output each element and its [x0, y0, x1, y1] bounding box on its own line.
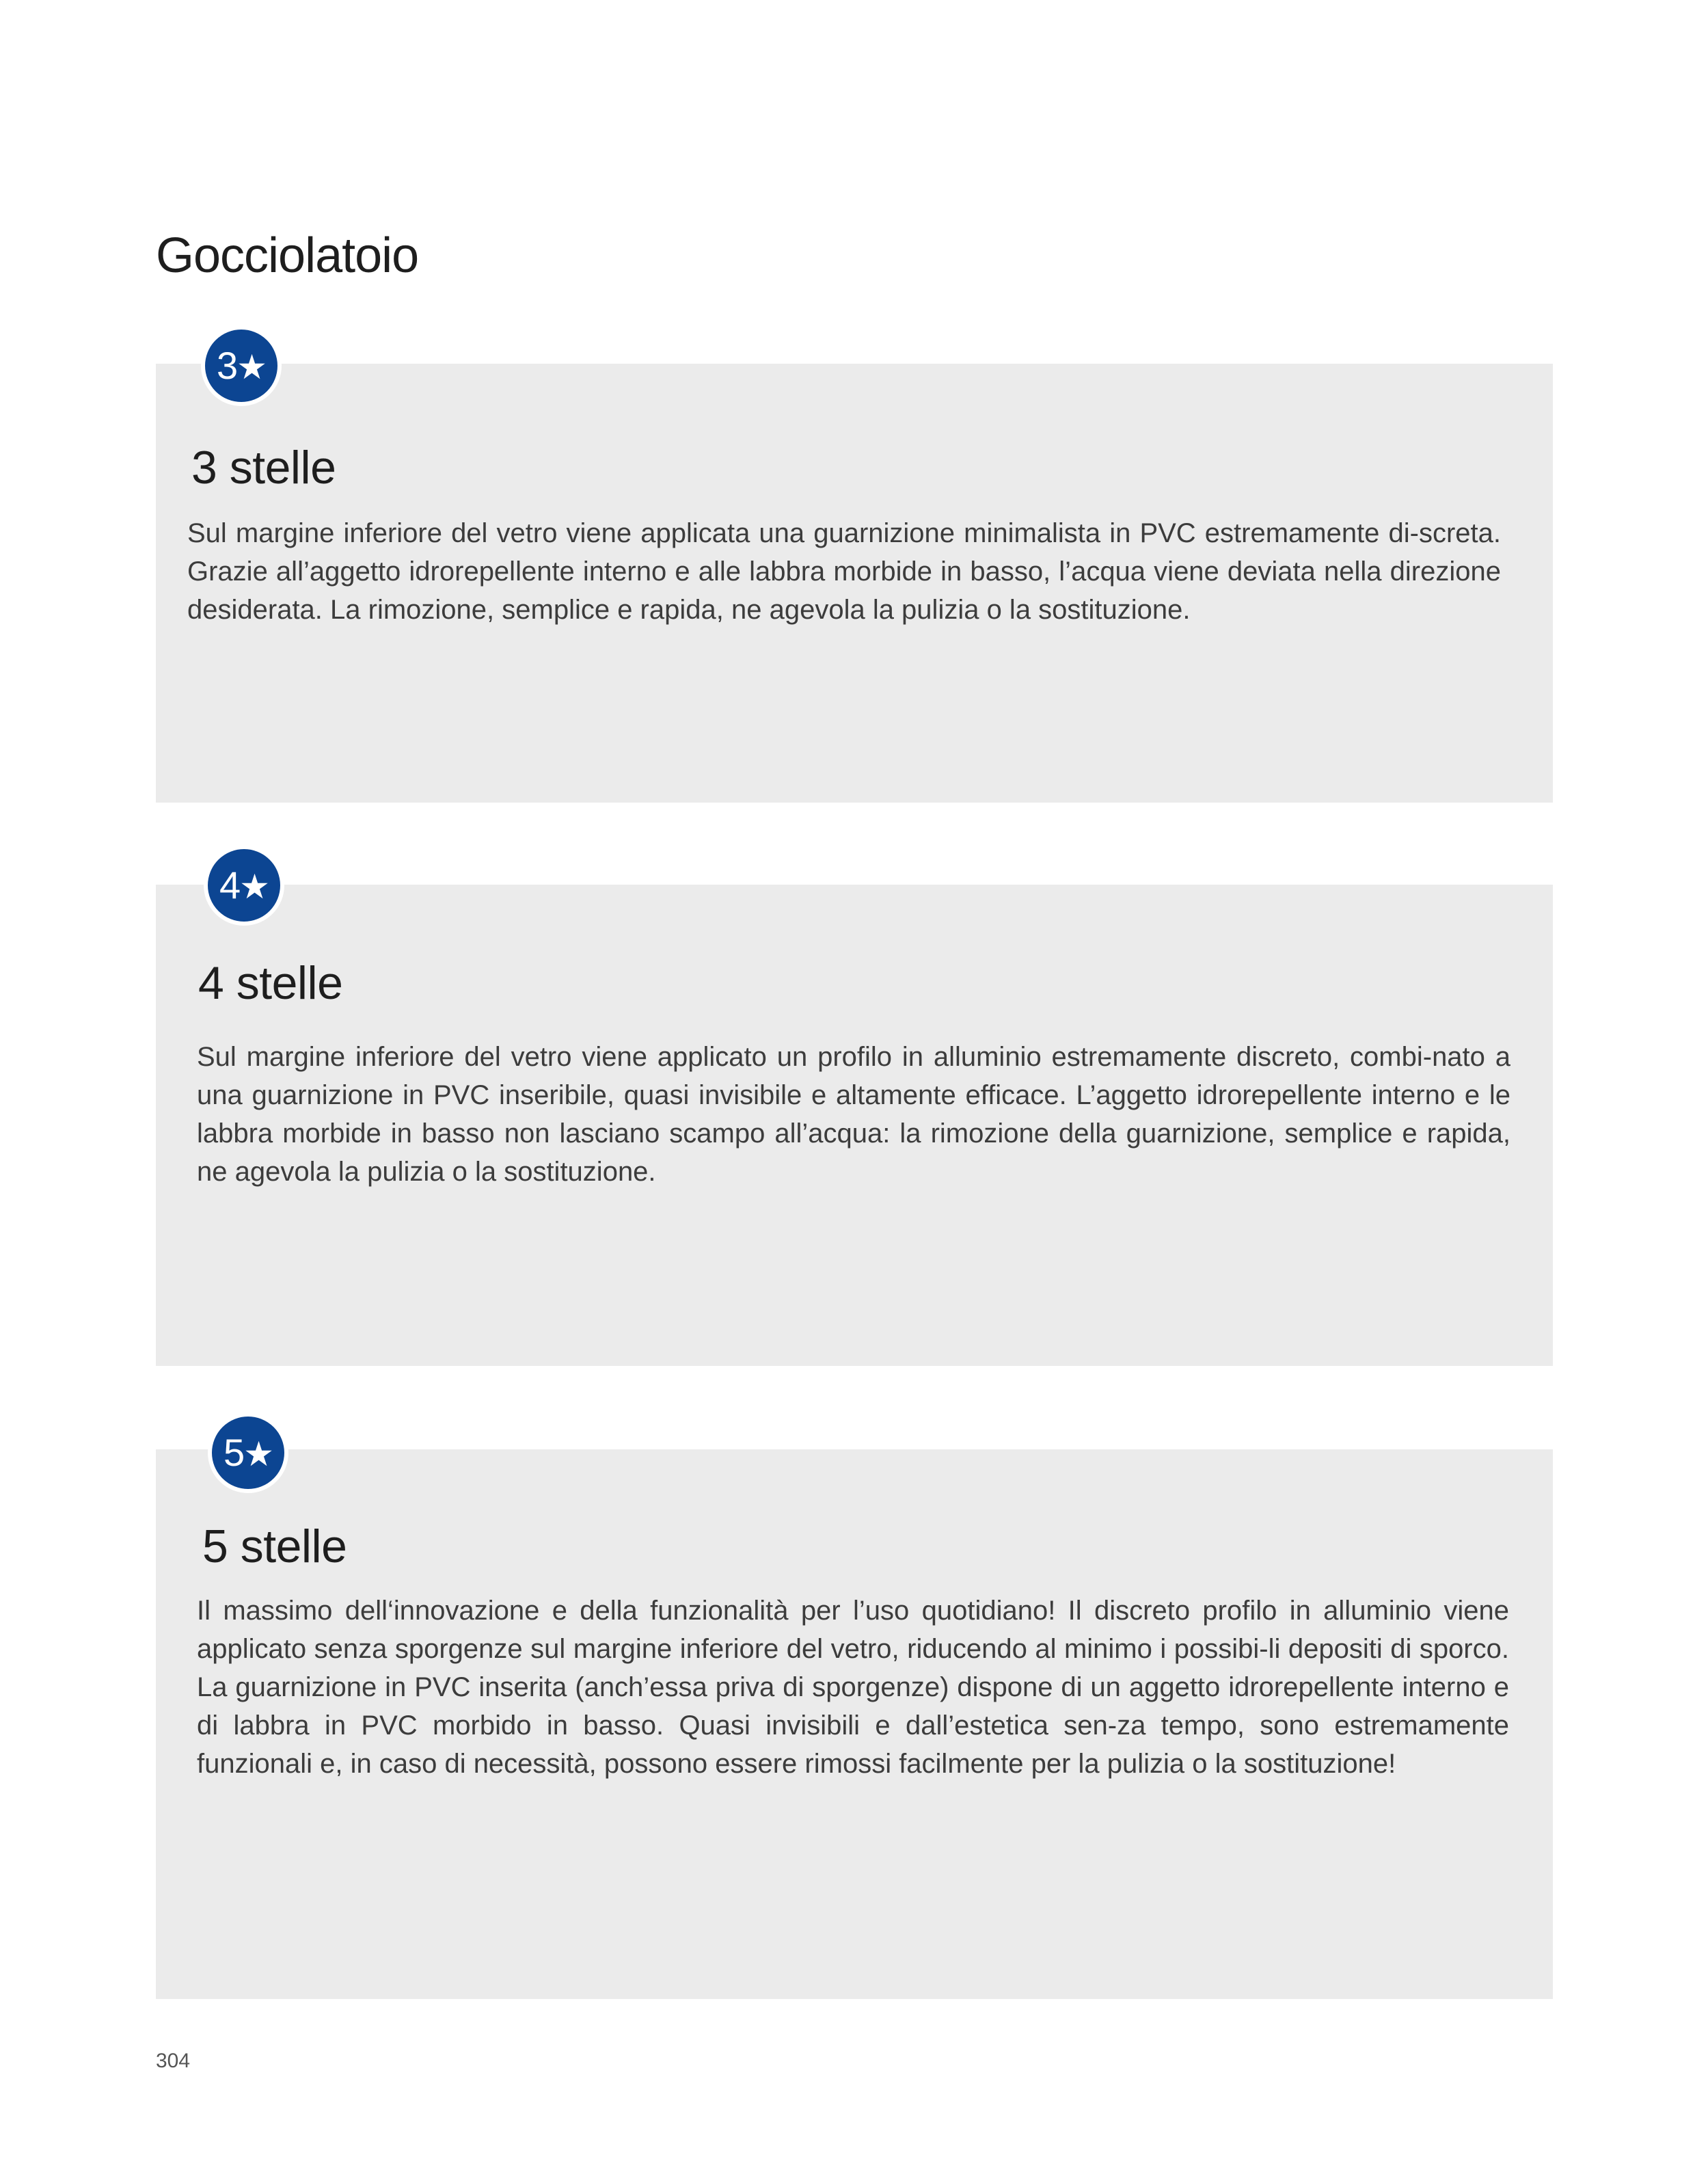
section-description: Sul margine inferiore del vetro viene applicata una guarnizione minimalista in PVC estremamente di-screta. Grazie all’aggetto idrorepellente interno e alle labbra morbide in basso, l’acqua viene deviata nella direzione desiderata. La rimozione, semplice e rapida, ne agevola la pulizia o la sostituzione.	[187, 518, 1501, 625]
badge-number: 4	[219, 863, 240, 907]
star-icon: ★	[239, 867, 269, 907]
page-title: Gocciolatoio	[156, 228, 419, 283]
rating-badge-4	[204, 845, 284, 926]
rating-badge-5	[208, 1412, 288, 1493]
section-description: Il massimo dell‘innovazione e della funzionalità per l’uso quotidiano! Il discreto profilo in alluminio viene applicato senza sporgenze sul margine inferiore del vetro, riducendo al minimo i possibi-li depositi di sporco. La guarnizione in PVC inserita (anch’essa priva di sporgenze) dispone di un aggetto idrorepellente interno e di labbra in PVC morbido in basso. Quasi invisibili e dall’estetica sen-za tempo, sono estremamente funzionali e, in caso di necessità, possono essere rimossi facilmente per la pulizia o la sostituzione!	[197, 1596, 1509, 1779]
section-heading: 3 stelle	[191, 442, 336, 494]
star-icon: ★	[243, 1434, 273, 1474]
section-description: Sul margine inferiore del vetro viene applicato un profilo in alluminio estremamente discreto, combi-nato a una guarnizione in PVC inseribile, quasi invisibile e altamente efficace. L’aggetto idrorepellente interno e le labbra morbide in basso non lasciano scampo all’acqua: la rimozione della guarnizione, semplice e rapida, ne agevola la pulizia o la sostituzione.	[197, 1042, 1510, 1187]
section-heading: 5 stelle	[202, 1520, 347, 1572]
page-number: 304	[156, 2050, 191, 2072]
star-icon: ★	[236, 347, 266, 387]
badge-number: 3	[217, 344, 237, 387]
section-heading: 4 stelle	[198, 957, 343, 1009]
badge-number: 5	[223, 1431, 244, 1474]
rating-badge-3	[201, 325, 282, 406]
